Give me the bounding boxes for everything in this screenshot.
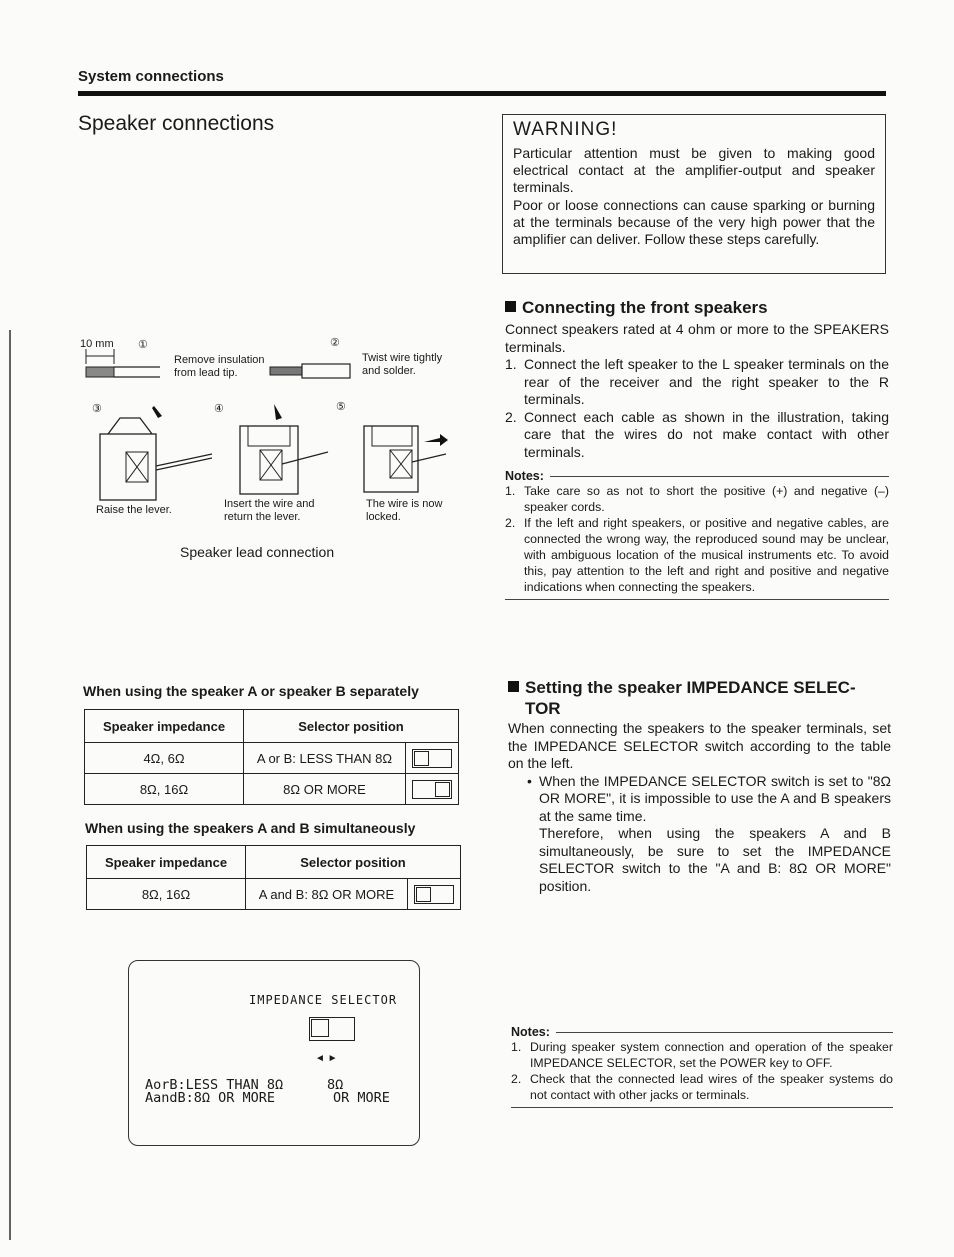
table-cell-switch	[406, 774, 459, 805]
speaker-lead-illustration	[78, 334, 468, 574]
step-5-text: The wire is now locked.	[366, 498, 443, 523]
table-cell-impedance: 4Ω, 6Ω	[85, 743, 244, 774]
switch-diagram-icon	[412, 749, 452, 768]
table-cell-impedance: 8Ω, 16Ω	[87, 879, 246, 910]
panel-right-line-1: 8Ω	[327, 1077, 344, 1093]
impedance-bullet-text-2: Therefore, when using the speakers A and B simultaneously, be sure to set the IMPEDANCE SELECTOR switch to the "A and B: 8Ω OR MORE" position.	[539, 825, 891, 894]
table2	[86, 845, 461, 910]
panel-left-labels	[145, 1079, 283, 1105]
table-cell-position: 8Ω OR MORE	[244, 774, 406, 805]
warning-paragraph-1: Particular attention must be given to making good electrical contact at the amplifier-output and speaker terminals.	[513, 145, 875, 196]
table-cell-impedance: 8Ω, 16Ω	[85, 774, 244, 805]
impedance-note-text: Check that the connected lead wires of the speaker systems do not contact with other jacks or terminals.	[530, 1072, 893, 1102]
step-1-text: Remove insulation from lead tip.	[174, 354, 265, 379]
step-3-number: ③	[92, 403, 102, 415]
front-step	[505, 409, 889, 462]
switch-diagram-icon	[414, 885, 454, 904]
warning-body	[513, 145, 875, 248]
table-header-row	[85, 710, 459, 743]
table2-col-selector: Selector position	[246, 846, 461, 879]
notes-rule	[550, 476, 889, 477]
impedance-selector-panel	[128, 960, 420, 1146]
bullet-dot-icon: •	[527, 772, 532, 789]
terminal-insert-wire	[240, 404, 328, 494]
dimension-label: 10 mm	[80, 338, 114, 350]
table1-col-selector: Selector position	[244, 710, 459, 743]
impedance-note	[511, 1039, 893, 1071]
table-cell-switch	[408, 879, 461, 910]
step-3-text: Raise the lever.	[96, 504, 172, 516]
front-notes-list	[505, 483, 889, 595]
step-2-text: Twist wire tightly and solder.	[362, 352, 443, 377]
square-bullet-icon	[505, 301, 516, 312]
front-step	[505, 356, 889, 409]
table1-col-impedance: Speaker impedance	[85, 710, 244, 743]
impedance-note	[511, 1071, 893, 1103]
arrow-icon: ◄ ►	[315, 1053, 338, 1064]
illustration-caption: Speaker lead connection	[180, 544, 335, 560]
warning-title: WARNING!	[513, 119, 618, 140]
terminal-raise-lever	[100, 406, 212, 500]
front-steps	[505, 356, 889, 461]
panel-left-line-1: AorB:LESS THAN 8Ω	[145, 1077, 284, 1093]
front-notes-header	[505, 469, 889, 483]
impedance-note-number: 2.	[511, 1072, 522, 1086]
step-2-number: ②	[330, 337, 340, 349]
notes-bottom-rule	[505, 599, 889, 600]
warning-paragraph-2: Poor or loose connections can cause sparking or burning at the terminals because of the very high power that the amplifier can deliver. Follow these steps carefully.	[513, 196, 875, 248]
front-speakers-heading-text: Connecting the front speakers	[522, 298, 768, 317]
table-header-row	[87, 846, 461, 879]
table-cell-position: A or B: LESS THAN 8Ω	[244, 743, 406, 774]
front-step-text: Connect each cable as shown in the illustration, taking care that the wires do not make contact with other terminals.	[524, 408, 889, 460]
impedance-notes-header	[511, 1025, 893, 1039]
table-row	[85, 774, 459, 805]
impedance-notes-list	[511, 1039, 893, 1103]
impedance-heading-line-1: Setting the speaker IMPEDANCE SELEC-	[525, 678, 856, 697]
front-note	[505, 515, 889, 595]
section-header: System connections	[78, 68, 224, 85]
table1-caption: When using the speaker A or speaker B separately	[83, 683, 419, 699]
front-speakers-heading	[505, 298, 889, 318]
step-4-number: ④	[214, 403, 224, 415]
impedance-heading-line-2: TOR	[525, 699, 561, 718]
front-note-text: If the left and right speakers, or positive and negative cables, are connected the wrong way, the reproduced sound may be unclear, with ambiguous location of the musical instruments etc. To avoid this, pay attention to the left and right and positive and negative indications when connecting the speakers.	[524, 516, 889, 594]
front-step-number: 2.	[505, 408, 517, 425]
panel-label: IMPEDANCE SELECTOR	[249, 993, 398, 1007]
panel-left-line-2: AandB:8Ω OR MORE	[145, 1090, 276, 1106]
table-cell-switch	[406, 743, 459, 774]
panel-switch-icon	[309, 1017, 355, 1041]
notes-rule	[556, 1032, 893, 1033]
panel-right-line-2: OR MORE	[333, 1090, 390, 1106]
scan-edge-mark	[9, 330, 11, 1240]
table2-caption: When using the speakers A and B simultaneously	[85, 820, 416, 836]
impedance-section	[508, 677, 891, 895]
warning-box	[502, 114, 886, 274]
table-row	[87, 879, 461, 910]
impedance-notes	[511, 1025, 893, 1108]
front-speakers-section	[505, 298, 889, 600]
front-intro: Connect speakers rated at 4 ohm or more to the SPEAKERS terminals.	[505, 321, 889, 355]
table2-col-impedance: Speaker impedance	[87, 846, 246, 879]
front-step-number: 1.	[505, 356, 517, 372]
table1	[84, 709, 459, 805]
terminal-wire-locked	[364, 426, 448, 492]
front-step-text: Connect the left speaker to the L speaker terminals on the rear of the receiver and the right speaker to the R terminals.	[524, 356, 889, 407]
impedance-heading	[508, 677, 891, 719]
impedance-bullet	[508, 773, 891, 896]
panel-right-labels	[327, 1079, 390, 1105]
table-row	[85, 743, 459, 774]
switch-diagram-icon	[412, 780, 452, 799]
impedance-intro: When connecting the speakers to the speaker terminals, set the IMPEDANCE SELECTOR switch according to the table on the left.	[508, 720, 891, 771]
step-1-number: ①	[138, 339, 148, 351]
notes-bottom-rule	[511, 1107, 893, 1108]
square-bullet-icon	[508, 681, 519, 692]
front-note-number: 1.	[505, 484, 516, 498]
step-5-number: ⑤	[336, 401, 346, 413]
impedance-note-number: 1.	[511, 1040, 522, 1054]
header-rule	[78, 91, 886, 96]
step-4-text: Insert the wire and return the lever.	[224, 498, 315, 523]
front-notes-label: Notes:	[505, 469, 544, 483]
front-note-number: 2.	[505, 516, 516, 530]
front-note-text: Take care so as not to short the positive (+) and negative (–) speaker cords.	[524, 484, 889, 514]
impedance-note-text: During speaker system connection and operation of the speaker IMPEDANCE SELECTOR, set the POWER key to OFF.	[530, 1040, 893, 1070]
table-cell-position: A and B: 8Ω OR MORE	[246, 879, 408, 910]
impedance-notes-label: Notes:	[511, 1025, 550, 1039]
page-title: Speaker connections	[78, 112, 275, 135]
impedance-bullet-text: When the IMPEDANCE SELECTOR switch is set to "8Ω OR MORE", it is impossible to use the A and B speakers at the same time.	[539, 772, 891, 824]
front-note	[505, 483, 889, 515]
